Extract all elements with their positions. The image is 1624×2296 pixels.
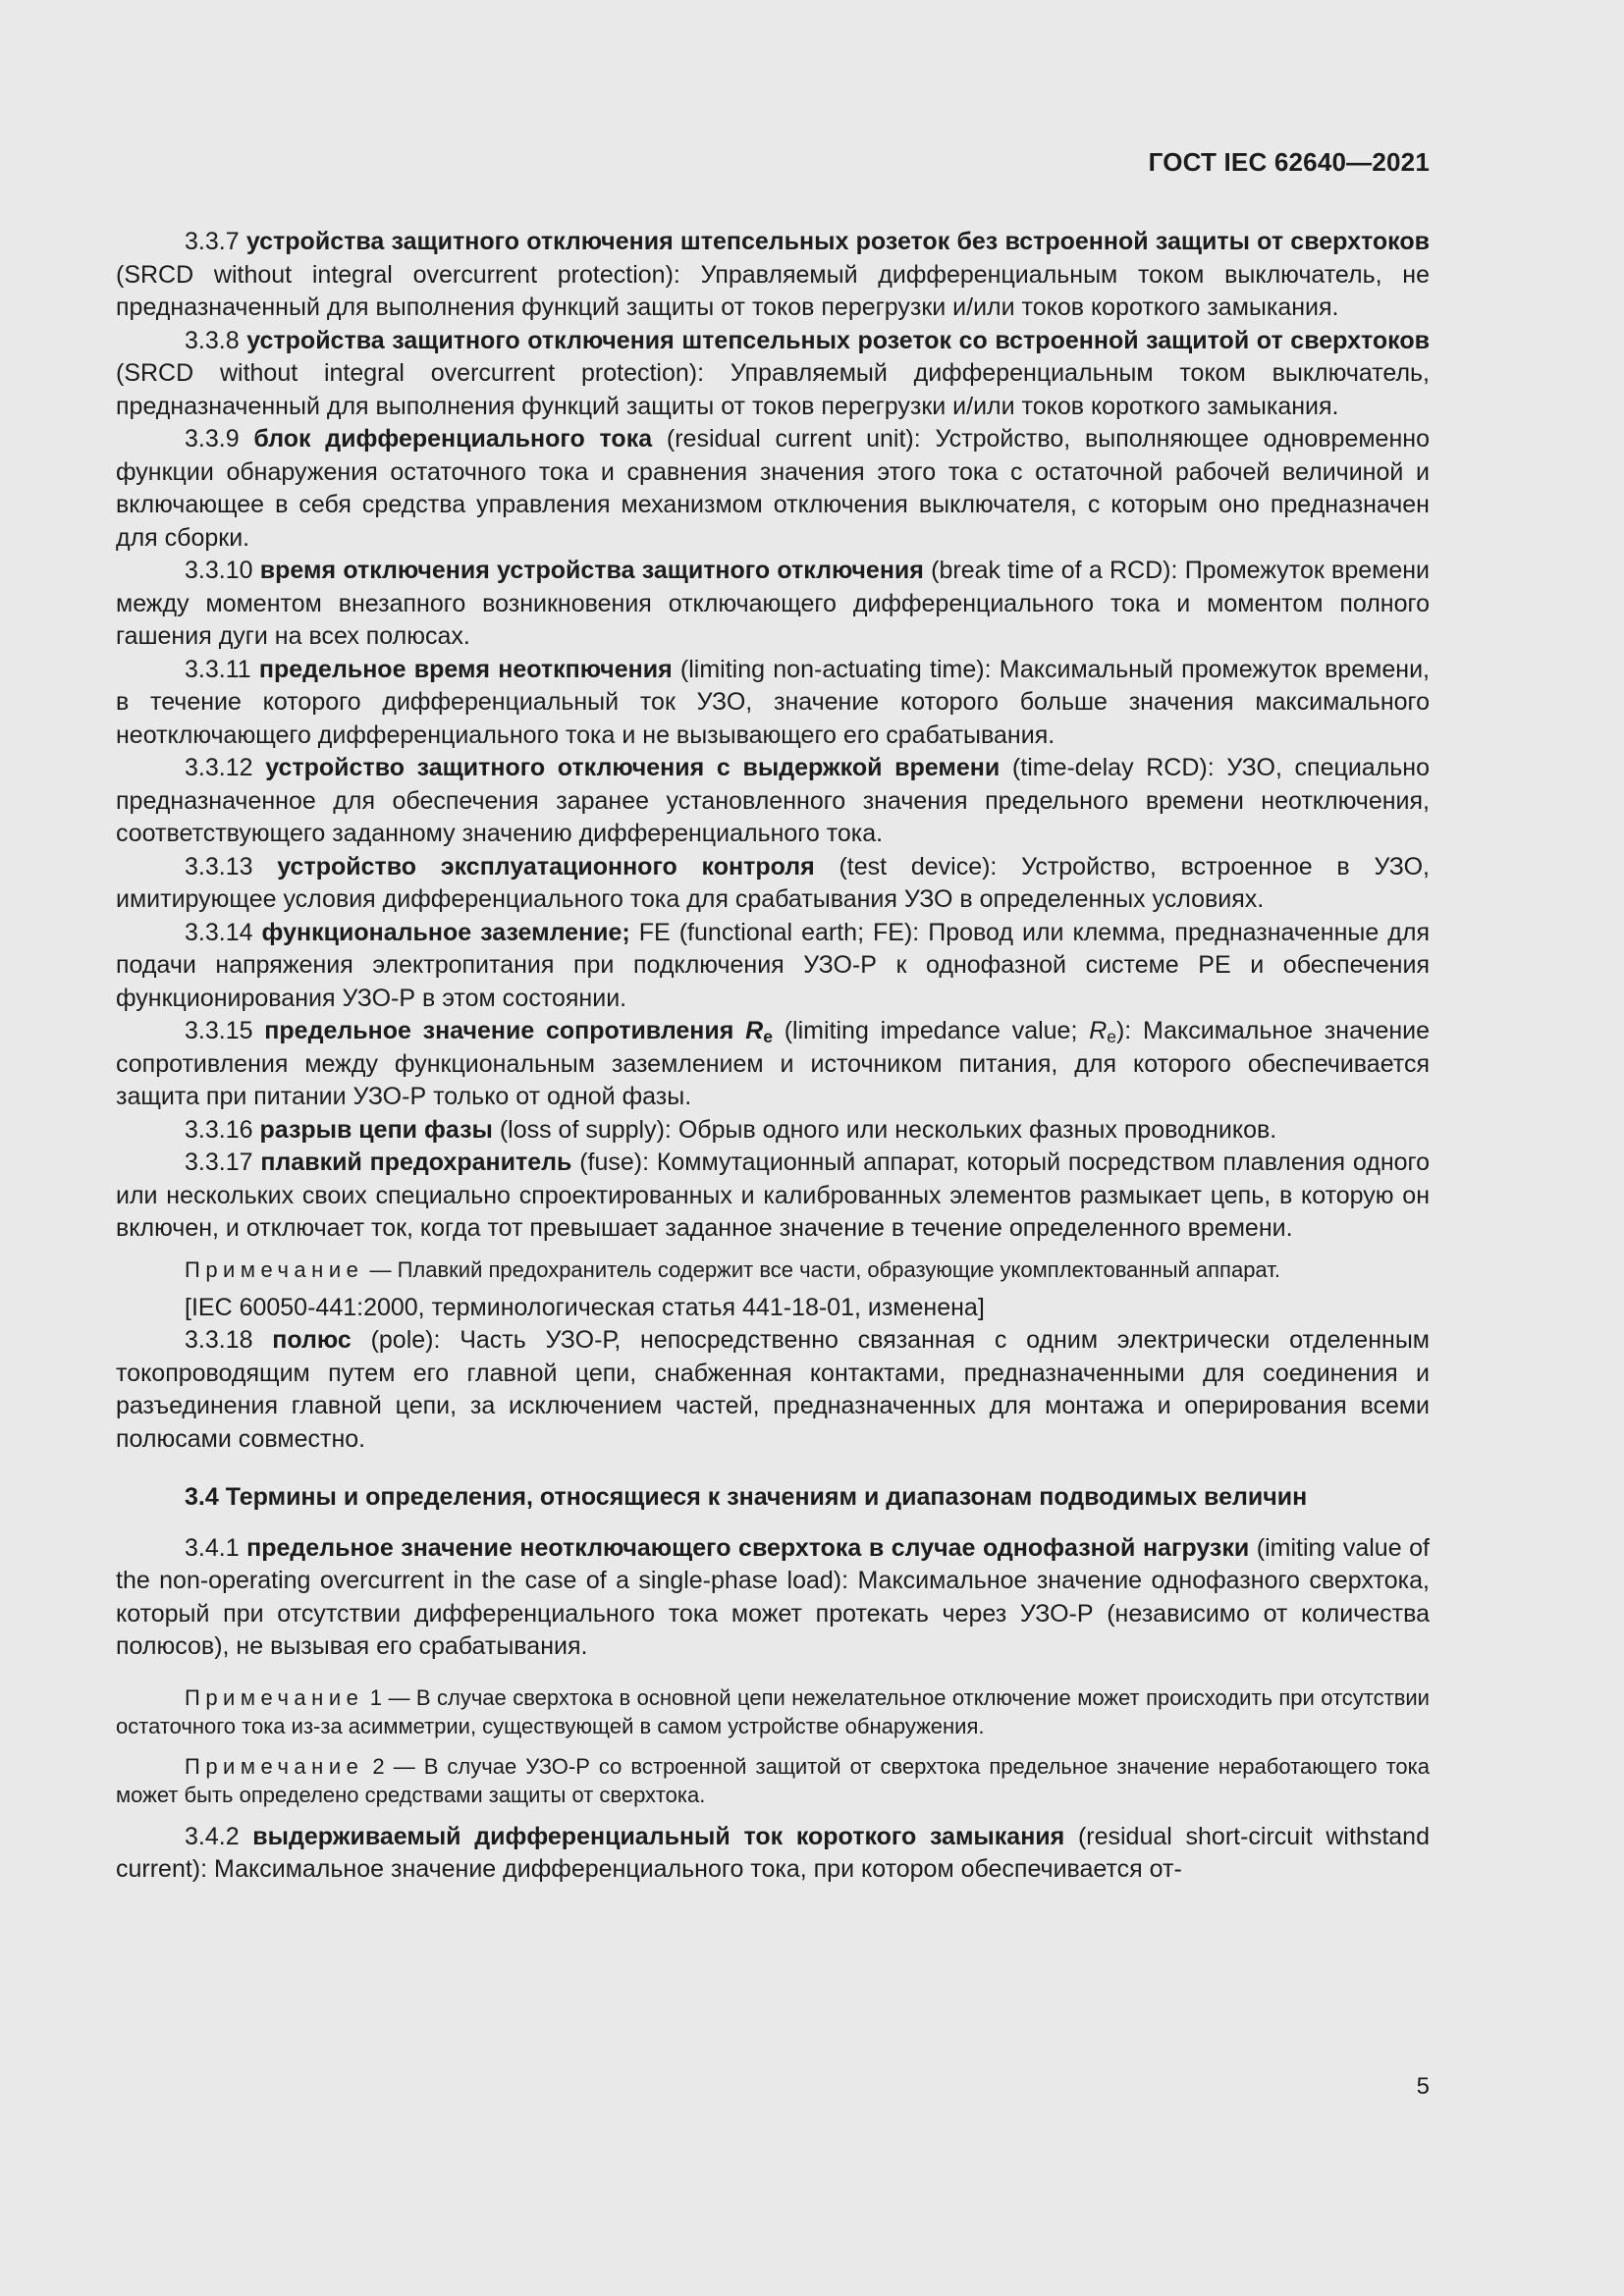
note-label: Примечание (185, 1753, 364, 1779)
section-heading-3-4: 3.4 Термины и определения, относящиеся к значениям и диапазонам подводимых величин (185, 1483, 1308, 1511)
definition-text: (SRCD without integral overcurrent protection): Управляемый дифференциальным током выключатель, не предназначенный для выполнения функций защиты от токов перегрузки и/или токов короткого замыкания. (116, 260, 1430, 321)
definition-3-3-11 (116, 654, 1430, 753)
note-text: — Плавкий предохранитель содержит все части, образующие укомплектованный аппарат. (369, 1256, 1280, 1282)
page-number: 5 (1416, 2073, 1430, 2100)
term: предельное значение сопротивления (264, 1017, 734, 1044)
clause-number: 3.3.11 (185, 655, 251, 683)
term: блок дифференциального тока (253, 425, 653, 453)
definition-3-3-18 (116, 1324, 1430, 1456)
definition-3-3-12 (116, 752, 1430, 851)
definition-3-3-8 (116, 325, 1430, 424)
term: полюс (272, 1326, 352, 1354)
clause-number: 3.3.16 (185, 1115, 253, 1144)
definition-text: (loss of supply): Обрыв одного или нескольких фазных проводников. (499, 1115, 1277, 1144)
definition-text: (break time of a RCD): Промежуток времени между моментом внезапного возникновения отключающего дифференциального тока и моментом полного гашения дуги на всех полюсах. (116, 557, 1431, 650)
clause-number: 3.3.9 (185, 425, 240, 453)
definition-3-3-13 (116, 851, 1430, 917)
term: разрыв цепи фазы (259, 1115, 493, 1144)
term: устройства защитного отключения штепсельных розеток со встроенной защитой от сверхтоков (246, 326, 1430, 354)
note-label: Примечание (185, 1684, 364, 1710)
definition-3-3-7 (116, 226, 1430, 325)
term: плавкий предохранитель (260, 1148, 572, 1176)
definition-text: (residual current unit): Устройство, выполняющее одновременно функции обнаружения остаточного тока и сравнения значения этого тока с остаточной рабочей величиной и включающее в себя средства управления механизмом отключения выключателя, с которым оно предназначен для сборки. (116, 425, 1430, 552)
term: функциональное заземление; (261, 918, 630, 946)
definition-text: (residual short-circuit withstand current): Максимальное значение дифференциального тока, при котором обеспечивается от- (116, 1822, 1430, 1883)
definition-text: (test device): Устройство, встроенное в УЗО, имитирующее условия дифференциального тока для срабатывания УЗО в определенных условиях. (116, 852, 1430, 913)
definition-3-3-10 (116, 555, 1430, 654)
clause-number: 3.3.14 (185, 918, 253, 946)
term: устройства защитного отключения штепсельных розеток без встроенной защиты от сверхтоков (245, 228, 1431, 255)
definition-text: FE (functional earth; FE): Провод или клемма, предназначенные для подачи напряжения электропитания при подключения УЗО-Р к однофазной системе РЕ и обеспечения функционирования УЗО-Р в этом состоянии. (116, 918, 1431, 1012)
symbol-r-inline: R (1089, 1017, 1108, 1044)
definition-text: (imiting value of the non-operating overcurrent in the case of a single-phase load): Максимальное значение однофазного сверхтока, который при отсутствии дифференциального тока может протекать через УЗО-Р (независимо от количества полюсов), не вызывая его срабатывания. (116, 1533, 1431, 1660)
term: предельное время неоткпючения (258, 655, 673, 683)
note-label: Примечание (185, 1256, 364, 1282)
clause-number: 3.4.2 (185, 1822, 240, 1850)
definition-text: (pole): Часть УЗО-Р, непосредственно связанная с одним электрически отделенным токопроводящим путем его главной цепи, снабженная контактами, предназначенными для соединения и разъединения главной цепи, за исключением частей, предназначенных для монтажа и оперирования всеми полюсами совместно. (116, 1326, 1430, 1453)
definition-text-b: ): Максимальное значение сопротивления между функциональным заземлением и источником питания, для которого обеспечивается защита при питании УЗО-Р только от одной фазы. (116, 1017, 1431, 1110)
term: предельное значение неотключающего сверхтока в случае однофазной нагрузки (246, 1533, 1250, 1562)
page-content (116, 226, 1430, 1887)
definition-3-3-16 (116, 1114, 1430, 1148)
clause-number: 3.3.18 (185, 1326, 253, 1354)
term: устройство эксплуатационного контроля (277, 852, 815, 881)
definition-text: (time-delay RCD): УЗО, специально предназначенное для обеспечения заранее установленного значения предельного времени неотключения, соответствующего заданному значению дифференциального тока. (116, 754, 1431, 847)
symbol-subscript-inline: e (1107, 1027, 1116, 1046)
definition-text-a: (limiting impedance value; (784, 1017, 1078, 1044)
clause-number: 3.3.10 (185, 557, 253, 584)
clause-number: 3.3.15 (185, 1017, 253, 1044)
clause-number: 3.4.1 (185, 1533, 240, 1562)
note-number: 1 (369, 1684, 383, 1710)
document-code-header: ГОСТ IEC 62640—2021 (1148, 147, 1430, 177)
source-reference: [IEC 60050-441:2000, терминологическая статья 441-18-01, изменена] (185, 1293, 985, 1321)
term: время отключения устройства защитного отключения (259, 557, 924, 584)
clause-number: 3.3.8 (185, 326, 240, 354)
note-3-4-1-2 (116, 1752, 1430, 1809)
note-text: — В случае УЗО-Р со встроенной защитой от сверхтока предельное значение неработающего тока может быть определено средствами защиты от сверхтока. (116, 1753, 1430, 1807)
definition-text: (limiting non-actuating time): Максимальный промежуток времени, в течение которого дифференциальный ток УЗО, значение которого больше значения максимального неотключающего дифференциального тока и не вызывающего его срабатывания. (116, 655, 1430, 749)
definition-3-3-9 (116, 423, 1430, 555)
note-3-4-1-1 (116, 1683, 1430, 1740)
note-text: — В случае сверхтока в основной цепи нежелательное отключение может происходить при отсутствии остаточного тока из-за асимметрии, существующей в самом устройстве обнаружения. (116, 1684, 1430, 1738)
term: устройство защитного отключения с выдержкой времени (265, 754, 1001, 781)
note-number: 2 (372, 1753, 385, 1779)
definition-3-4-2 (116, 1821, 1430, 1887)
clause-number: 3.3.7 (185, 228, 240, 255)
note-3-3-17 (116, 1255, 1430, 1284)
definition-3-3-17 (116, 1147, 1430, 1246)
definition-3-3-15 (116, 1015, 1430, 1114)
symbol-r: R (745, 1017, 764, 1044)
definition-text: (fuse): Коммутационный аппарат, который посредством плавления одного или нескольких своих специально спроектированных и калиброванных элементов размыкает цепь, в которую он включен, и отключает ток, когда тот превышает заданное значение в течение определенного времени. (116, 1148, 1431, 1242)
clause-number: 3.3.13 (185, 852, 253, 881)
term: выдерживаемый дифференциальный ток короткого замыкания (252, 1822, 1065, 1850)
definition-3-4-1 (116, 1532, 1430, 1664)
symbol-subscript: e (763, 1027, 773, 1046)
clause-number: 3.3.17 (185, 1148, 253, 1176)
definition-text: (SRCD without integral overcurrent protection): Управляемый дифференциальным током выключатель, предназначенный для выполнения функций защиты от токов перегрузки и/или токов короткого замыкания. (116, 359, 1430, 420)
clause-number: 3.3.12 (185, 754, 253, 781)
definition-3-3-14 (116, 917, 1430, 1016)
